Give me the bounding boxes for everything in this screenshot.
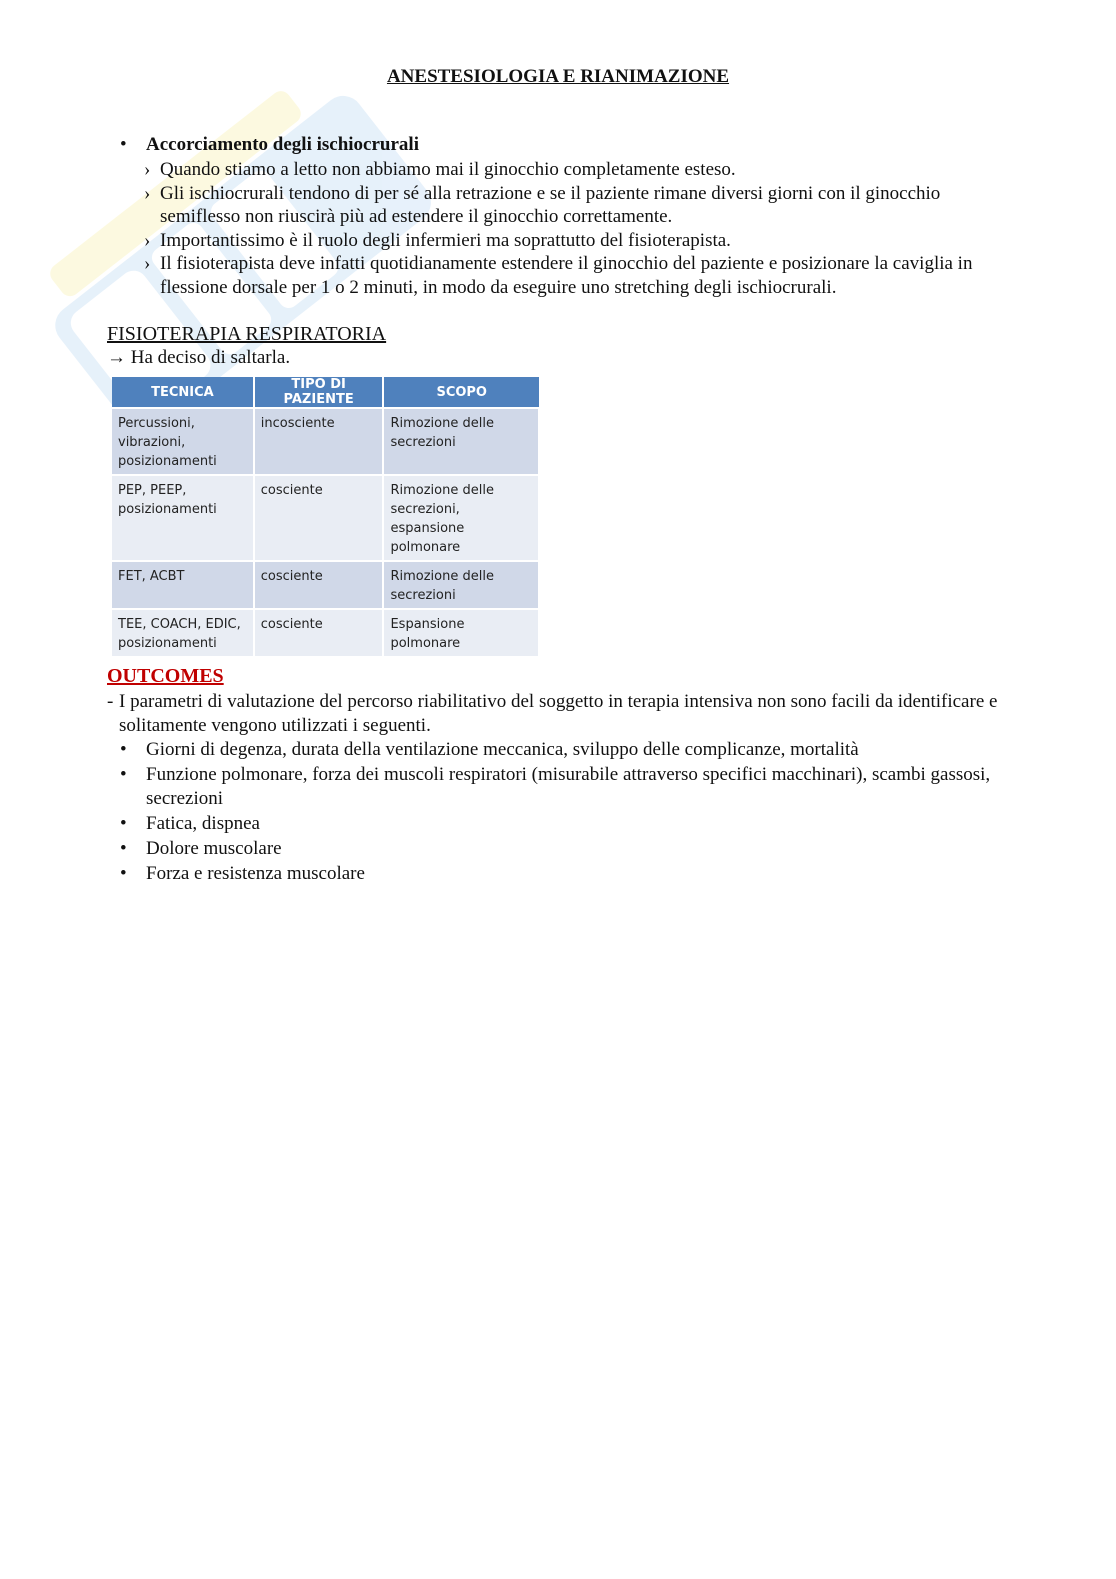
- table-cell: Rimozione delle secrezioni: [383, 408, 539, 475]
- page-title: ANESTESIOLOGIA E RIANIMAZIONE: [386, 66, 730, 87]
- section1-list: [144, 158, 1014, 299]
- chevron-icon: ›: [144, 159, 151, 180]
- table-row: [112, 408, 539, 475]
- list-item-text: Forza e resistenza muscolare: [146, 862, 365, 884]
- table-cell: PEP, PEEP, posizionamenti: [112, 475, 254, 561]
- list-item-text: Giorni di degenza, durata della ventilazione meccanica, sviluppo delle complicanze, mortalità: [146, 739, 859, 760]
- dash-icon: -: [107, 691, 114, 712]
- table-cell: Percussioni, vibrazioni, posizionamenti: [112, 408, 254, 475]
- section3-intro: [107, 690, 1007, 737]
- table-row: [112, 561, 539, 609]
- section3-heading: OUTCOMES: [107, 665, 224, 687]
- table-row: [112, 475, 539, 561]
- list-item-text: Quando stiamo a letto non abbiamo mai il ginocchio completamente esteso.: [160, 159, 736, 180]
- section2-heading: FISIOTERAPIA RESPIRATORIA: [107, 323, 387, 345]
- list-item: [120, 837, 1020, 861]
- list-item: [144, 252, 1014, 299]
- section1-heading: [120, 134, 419, 156]
- list-item: [144, 182, 1014, 229]
- list-item-text: Fatica, dispnea: [146, 812, 260, 834]
- list-item: [120, 738, 1020, 762]
- column-header: TIPO DI PAZIENTE: [254, 377, 384, 408]
- list-item: [144, 158, 1014, 182]
- chevron-icon: ›: [144, 182, 151, 204]
- table-cell: Espansione polmonare: [383, 609, 539, 656]
- list-item: [144, 229, 1014, 253]
- list-item-text: Importantissimo è il ruolo degli infermieri ma soprattutto del fisioterapista.: [160, 229, 731, 251]
- list-item-text: Gli ischiocrurali tendono di per sé alla retrazione e se il paziente rimane diversi giorni con il ginocchio semiflesso non riuscirà più ad estendere il ginocchio correttamente.: [160, 182, 941, 227]
- bullet-icon: •: [120, 739, 127, 760]
- table-cell: Rimozione delle secrezioni: [383, 561, 539, 609]
- bullet-icon: •: [120, 862, 127, 884]
- table-cell: TEE, COACH, EDIC, posizionamenti: [112, 609, 254, 656]
- column-header: SCOPO: [383, 377, 539, 408]
- table-cell: cosciente: [254, 561, 384, 609]
- list-item-text: Funzione polmonare, forza dei muscoli respiratori (misurabile attraverso specifici macchinari), scambi gassosi, secrezioni: [146, 764, 991, 809]
- bullet-icon: •: [120, 134, 127, 155]
- bullet-icon: •: [120, 812, 127, 834]
- bullet-icon: •: [120, 837, 127, 859]
- table-cell: incosciente: [254, 408, 384, 475]
- list-item: [120, 763, 1020, 810]
- table-cell: cosciente: [254, 609, 384, 656]
- column-header: TECNICA: [112, 377, 254, 408]
- table-cell: FET, ACBT: [112, 561, 254, 609]
- list-item: [120, 862, 1020, 886]
- table-cell: Rimozione delle secrezioni, espansione polmonare: [383, 475, 539, 561]
- chevron-icon: ›: [144, 229, 151, 251]
- table-cell: cosciente: [254, 475, 384, 561]
- table-row: [112, 609, 539, 656]
- list-item: [120, 812, 1020, 836]
- section3-intro-text: I parametri di valutazione del percorso riabilitativo del soggetto in terapia intensiva non sono facili da identificare e solitamente vengono utilizzati i seguenti.: [119, 691, 998, 736]
- table-header-row: [112, 377, 539, 408]
- techniques-table: [112, 377, 540, 656]
- section1-heading-text: Accorciamento degli ischiocrurali: [146, 134, 419, 155]
- section3-list: [120, 738, 1020, 887]
- bullet-icon: •: [120, 764, 127, 785]
- list-item-text: Dolore muscolare: [146, 837, 282, 859]
- list-item-text: Il fisioterapista deve infatti quotidianamente estendere il ginocchio del paziente e posizionare la caviglia in flessione dorsale per 1 o 2 minuti, in modo da eseguire uno stretching degli ischiocrurali.: [160, 253, 973, 298]
- section2-note: → Ha deciso di saltarla.: [107, 347, 291, 368]
- chevron-icon: ›: [144, 253, 151, 274]
